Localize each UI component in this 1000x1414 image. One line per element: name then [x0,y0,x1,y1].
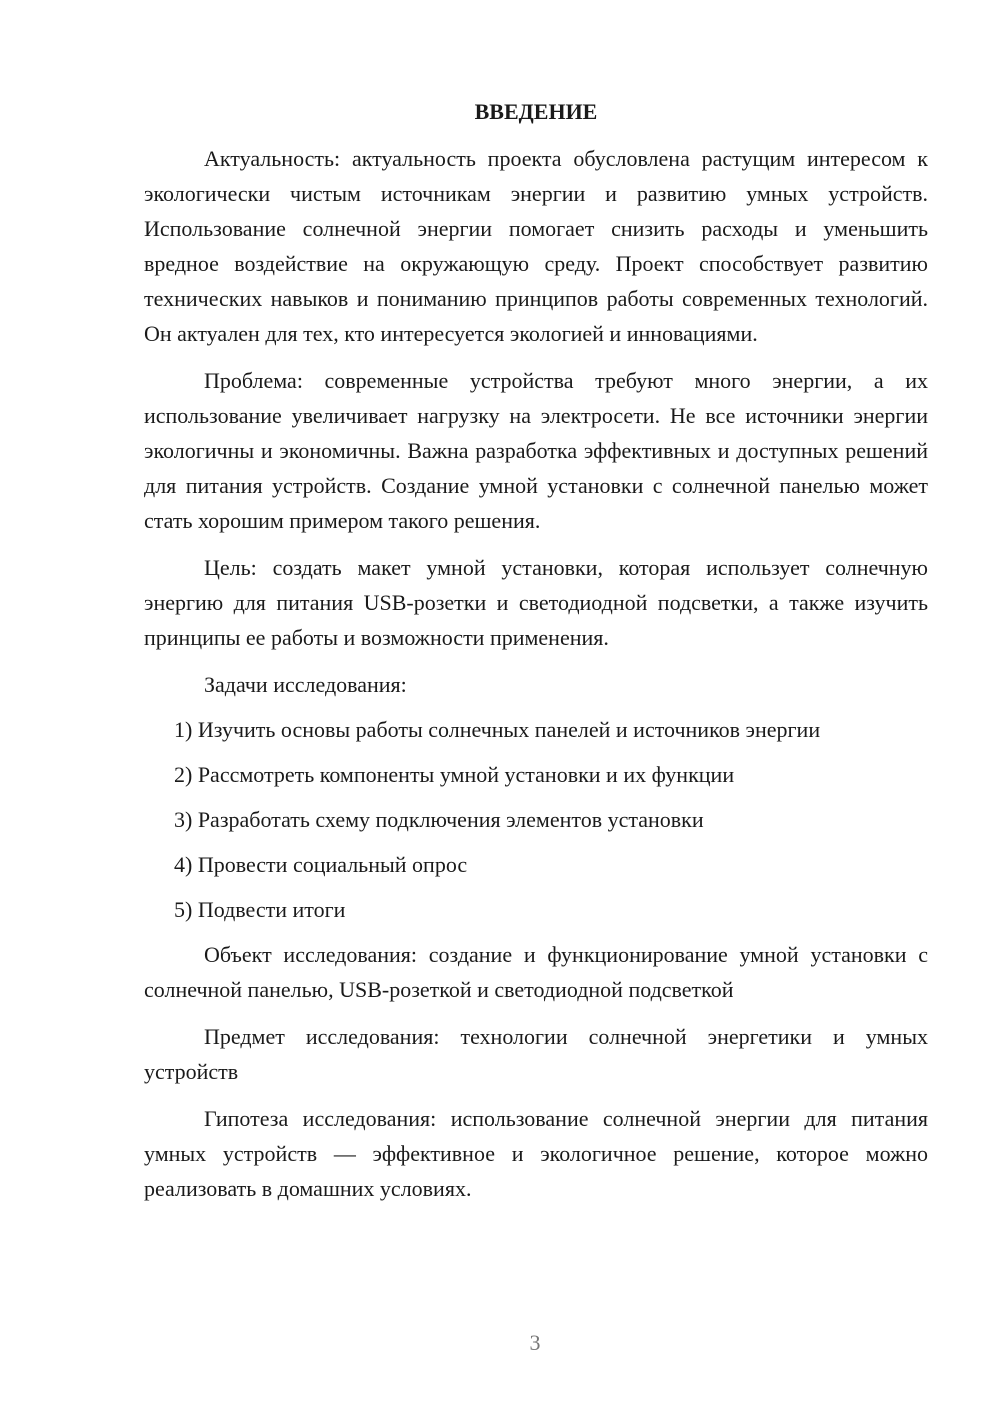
page-content [144,94,928,1218]
relevance-paragraph: Актуальность: актуальность проекта обусловлена растущим интересом к экологически чистым источникам энергии и развитию умных устройств. Использование солнечной энергии помогает снизить расходы и уменьшить вредное воздействие на окружающую среду. Проект способствует развитию технических навыков и пониманию принципов работы современных технологий. Он актуален для тех, кто интересуется экологией и инновациями. [144,146,928,346]
task-item-1: 1) Изучить основы работы солнечных панелей и источников энергии [174,717,821,742]
section-title: ВВЕДЕНИЕ [474,99,598,124]
tasks-heading: Задачи исследования: [204,672,407,697]
task-item-4: 4) Провести социальный опрос [174,852,468,877]
object-paragraph: Объект исследования: создание и функционирование умной установки с солнечной панелью, USB-розеткой и светодиодной подсветкой [144,942,928,1002]
task-item-3: 3) Разработать схему подключения элементов установки [174,807,704,832]
subject-paragraph: Предмет исследования: технологии солнечной энергетики и умных устройств [144,1024,928,1084]
problem-paragraph: Проблема: современные устройства требуют много энергии, а их использование увеличивает нагрузку на электросети. Не все источники энергии экологичны и экономичны. Важна разработка эффективных и доступных решений для питания устройств. Создание умной установки с солнечной панелью может стать хорошим примером такого решения. [144,368,928,533]
page-number: 3 [529,1330,541,1355]
task-item-2: 2) Рассмотреть компоненты умной установки и их функции [174,762,735,787]
task-list [144,712,928,927]
task-item-5: 5) Подвести итоги [174,897,346,922]
hypothesis-paragraph: Гипотеза исследования: использование солнечной энергии для питания умных устройств — эффективное и экологичное решение, которое можно реализовать в домашних условиях. [144,1106,928,1201]
goal-paragraph: Цель: создать макет умной установки, которая использует солнечную энергию для питания USB-розетки и светодиодной подсветки, а также изучить принципы ее работы и возможности применения. [144,555,928,650]
